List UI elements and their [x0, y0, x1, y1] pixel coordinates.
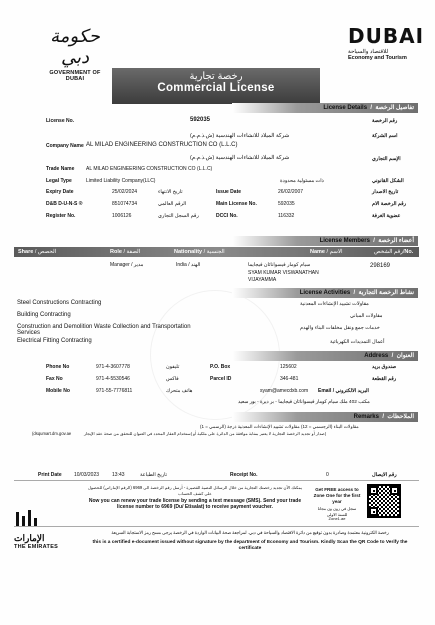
activity-en-3: Electrical Fitting Contracting: [17, 338, 92, 344]
disclaimer-en: this is a certified e-document issued without signature by the department of Economy and Tourism. Kindly Scan the QR Code to Verify the certificate: [92, 540, 408, 551]
duns-value: 851074734: [112, 201, 138, 207]
activity-ar-1: مقاولات المباني: [350, 313, 383, 319]
address-label-ar: العنوان: [396, 353, 414, 359]
zone-promo-en: Get FREE access to Zone One for the first year: [313, 487, 361, 504]
members-header-row: [14, 247, 419, 257]
company-name-label-ar: اسم الشركة: [372, 133, 398, 139]
license-details-label: License Details: [323, 105, 368, 111]
issue-date-value: 26/02/2007: [278, 189, 304, 195]
member-nationality: India / الهند: [176, 262, 201, 268]
disclaimer-ar: رخصة الكترونية معتمدة وصادرة بدون توقيع من دائرة الاقتصاد والسياحة في دبي. لمراجعة صحة البيانات الواردة في الرخصة يرجى مسح رمز الاستجابة السريعة: [111, 530, 389, 535]
main-license-label: Main License No.: [216, 201, 257, 207]
remarks-line-2: إصدار أو تجديد الرخصة التجارية لا يعتبر بمثابة موافقة من الدائرة على ملكية أو إستخدام العقار المحدد في العنوان للتحقق من صحة عقد الإيجار: [84, 431, 327, 436]
address-label: Address: [364, 353, 389, 359]
mobile-label-ar: هاتف متحرك: [166, 388, 193, 394]
phone-label: Phone No: [46, 364, 70, 370]
activity-ar-3: أعمال التمديدات الكهربائية: [330, 339, 385, 345]
expiry-date-value: 25/02/2024: [112, 189, 138, 195]
license-activities-label-ar: نشاط الرخصة التجارية: [358, 290, 414, 296]
activity-ar-2: خدمات جمع ونقل مخلفات البناء والهدم: [300, 325, 380, 331]
activity-en-0: Steel Constructions Contracting: [17, 300, 102, 306]
col-share: Share / الحصص: [18, 249, 57, 255]
license-activities-bar: License Activities / نشاط الرخصة التجارية: [232, 288, 418, 298]
license-no-label: License No.: [46, 118, 75, 124]
email-value[interactable]: syam@amecdxb.com: [260, 388, 309, 394]
license-no-value: 592035: [190, 117, 211, 123]
col-role: Role / الصفة: [110, 249, 141, 255]
activity-en-2: Construction and Demolition Waste Collection and Transportation Services: [17, 324, 191, 336]
parcel-label: Parcel ID: [210, 376, 232, 382]
activity-ar-0: مقاولات تشييد الإنشاءات المعدنية: [300, 301, 369, 307]
receipt-label: Receipt No.: [230, 472, 258, 478]
mobile-value: 971-55-7776811: [96, 388, 133, 394]
dubai-logo-mark: DUBAI: [348, 24, 425, 48]
print-date-value: 10/03/2023: [74, 472, 100, 478]
member-number: 298169: [370, 263, 391, 269]
col-no: رقم الشخص/No.: [374, 249, 414, 255]
economy-tourism-logo: [348, 24, 425, 61]
fax-label-ar: فاكس: [166, 376, 179, 382]
expiry-date-label: Expiry Date: [46, 189, 74, 195]
dept-arabic: للاقتصاد والسياحة: [348, 49, 389, 55]
verification-qr-code[interactable]: [367, 484, 401, 518]
emirates-logo-english: THE EMIRATES: [14, 544, 59, 550]
sms-notice-en: Now you can renew your trade license by sending a text message (SMS). Send your trade license number to 6969 (Du/ Etisalat) to receive payment voucher.: [88, 498, 302, 510]
remarks-line-1: مقاولات البناء (الرجسمي = 12) مقاولات تشييد الإنشاءات المعدنية ذرجة (الرسمي = 1): [200, 424, 359, 429]
parcel-label-ar: رقم القطعة: [372, 376, 397, 382]
license-activities-label: License Activities: [299, 290, 351, 296]
company-name-label: Company Name: [46, 143, 84, 149]
issue-date-label-ar: تاريخ الاصدار: [372, 189, 399, 195]
footer-divider: [14, 480, 419, 481]
trade-name-label: Trade Name: [46, 166, 75, 172]
dept-english: Economy and Tourism: [348, 55, 407, 61]
zone-one-promo[interactable]: [311, 484, 363, 522]
print-time-value: 13:43: [112, 472, 125, 478]
footer-divider-2: [14, 526, 419, 527]
member-name-ar: سيام كومار فيسواناثان فيجايما: [248, 262, 311, 268]
parcel-value: 346-481: [280, 376, 299, 382]
fax-label: Fax No: [46, 376, 63, 382]
street-address-ar: مكتب 402 ملك سيام كومار فيسواناثان فيجايما - بر ديرة - بور سعيد: [238, 400, 370, 405]
col-name: Name / الاسم: [310, 249, 343, 255]
legal-type-value: Limited Liability Company(LLC): [86, 178, 156, 184]
title-arabic: رخصة تجارية: [189, 71, 243, 82]
register-no-value: 1006126: [112, 213, 132, 219]
license-details-bar: License Details / تفاصيل الرخصة: [232, 103, 418, 113]
trade-name-label-ar: الإسم التجاري: [372, 156, 401, 162]
license-title-banner: [112, 68, 320, 104]
remarks-link[interactable]: (dsqumart.dm.gov.ae: [32, 431, 72, 436]
legal-type-ar: ذات مسئولية محدودة: [280, 178, 324, 184]
dcci-value: 116332: [278, 213, 295, 219]
member-name-line2: VIJAYAMMA: [248, 277, 277, 283]
company-name-ar: شركة الميلاد للانشاءات الهندسية (ش.ذ.م.م): [190, 133, 290, 139]
government-of-dubai-logo: [40, 26, 110, 82]
member-role: Manager / مدير: [110, 262, 144, 268]
emirates-logo-mark-icon: [14, 510, 44, 528]
remarks-bar: Remarks / الملاحظات: [232, 412, 418, 422]
zone-domain: Zone1.ae: [328, 516, 346, 521]
col-nationality: Nationality / الجنسية: [174, 249, 225, 255]
register-no-label-ar: رقم السجل التجاري: [158, 213, 199, 219]
member-name-line1: SYAM KUMAR VISWANATHAN: [248, 270, 319, 276]
legal-type-label: Legal Type: [46, 178, 72, 184]
trade-name-ar: شركة الميلاد للانشاءات الهندسية (ش.ذ.م.م): [190, 155, 290, 161]
receipt-label-ar: رقم الايصال: [372, 472, 397, 478]
pobox-label-ar: صندوق بريد: [372, 364, 397, 370]
expiry-date-label-ar: تاريخ الانتهاء: [158, 189, 183, 195]
mobile-label: Mobile No: [46, 388, 70, 394]
main-license-label-ar: رقم الرخصة الام: [372, 201, 407, 207]
remarks-label: Remarks: [353, 414, 379, 420]
zone-promo-ar: سجل في زون ون مجانا للسنة الاولى: [317, 506, 357, 517]
emirates-logo-arabic: الإمارات: [14, 533, 45, 543]
remarks-label-ar: الملاحظات: [387, 414, 414, 420]
title-english: Commercial License: [157, 82, 275, 94]
duns-label-ar: الرقم العالمي: [158, 201, 187, 207]
phone-label-ar: تليفون: [166, 364, 180, 370]
trade-name-value: AL MILAD ENGINEERING CONSTRUCTION CO (L.L.C): [86, 166, 213, 172]
license-members-bar: License Members / أعضاء الرخصة: [232, 236, 418, 246]
qr-finder-bottom-left: [369, 507, 378, 516]
main-license-value: 592035: [278, 201, 295, 207]
the-emirates-logo: [14, 510, 74, 550]
print-date-label: Print Date: [38, 472, 62, 478]
dcci-label-ar: عضوية الغرفة: [372, 213, 401, 219]
dcci-label: DCCI No.: [216, 213, 238, 219]
address-bar: Address / العنوان: [232, 351, 418, 361]
print-date-label-ar: تاريخ الطباعة: [140, 472, 168, 478]
license-members-label-ar: أعضاء الرخصة: [378, 238, 414, 244]
sms-notice-ar: يمكنك الآن تجديد رخصتك التجارية من خلال الرسائل النصية القصيرة - أرسل رقم الرخصة الى 6969 (الرقم الإماراتي) للحصول على كشف الحساب: [87, 485, 303, 496]
phone-value: 971-4-3607778: [96, 364, 130, 370]
email-label: Email / البريد الالكتروني: [318, 388, 369, 394]
pobox-label: P.O. Box: [210, 364, 231, 370]
license-members-label: License Members: [319, 238, 370, 244]
duns-label: D&B D-U-N-S ®: [46, 201, 83, 207]
pobox-value: 125602: [280, 364, 297, 370]
license-details-label-ar: تفاصيل الرخصة: [375, 105, 414, 111]
license-no-label-ar: رقم الرخصة: [372, 118, 398, 124]
company-name-value: AL MILAD ENGINEERING CONSTRUCTION CO (L.L.C): [86, 142, 238, 148]
gov-logo-arabic: حكومة دبي: [50, 26, 100, 68]
qr-finder-top-left: [369, 486, 378, 495]
fax-value: 971-4-5530546: [96, 376, 130, 382]
gov-logo-english: GOVERNMENT OF DUBAI: [49, 70, 101, 82]
register-no-label: Register No.: [46, 213, 76, 219]
activity-en-1: Building Contracting: [17, 312, 71, 318]
issue-date-label: Issue Date: [216, 189, 242, 195]
receipt-value: 0: [326, 472, 329, 478]
qr-finder-top-right: [390, 486, 399, 495]
legal-type-label-ar: الشكل القانوني: [372, 178, 404, 184]
